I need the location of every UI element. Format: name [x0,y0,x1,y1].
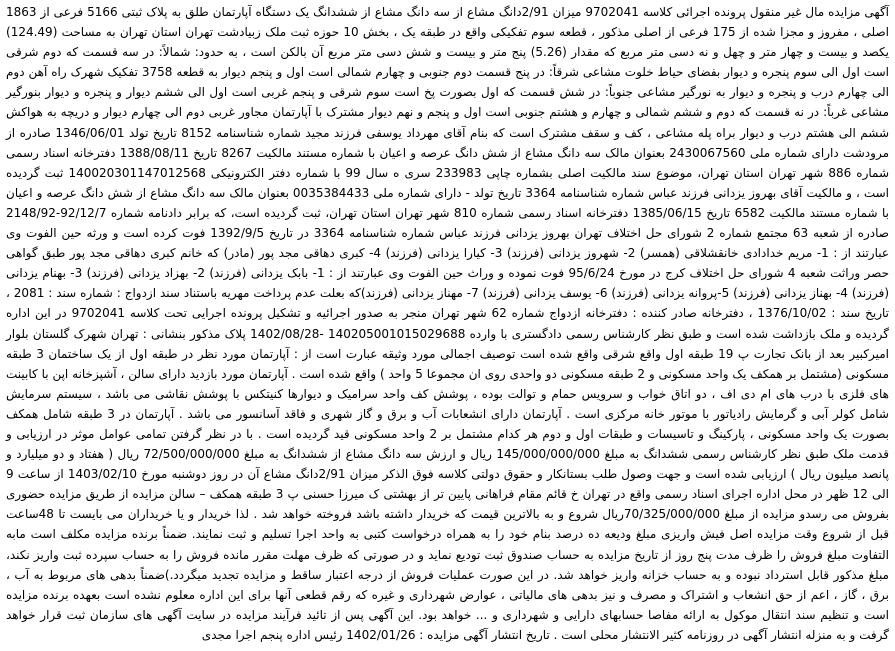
auction-notice-text: آگهی مزایده مال غیر منقول پرونده اجرائی کلاسه 9702041 میزان 2/91دانگ مشاع از سه دانگ مشاع از ششدانگ یک دستگاه آپارتمان طلق به پلاک ثبتی 5166 فرعی از 1863 اصلی ، مفروز و مجزا شده از 175 فرعی از اصلی مذکور ، قطعه سوم تفکیکی واقع در طبقه یک ، بخش 10 حوزه ثبت ملک زبیادشت تهران استان تهران به مساحت (124.49) یکصد و بیست و چهار متر و چهل و نه دسی متر مربع که مقدار (5.26) پنج متر و بیست و شش دسی متر مربع آن بالکن است ، به حدود: شمالاً: در سه قسمت که دوم شرقی است اول الی سوم پنجره و دیوار بفضای حیاط خلوت مشاعی شرقاً: در پنج قسمت دوم جنوبی و چهارم شمالی است اول و پنجم دیوار به قطعه 3758 تفکیک شهرک راه آهن دوم الی چهارم درب و پنجره و دیوار به نورگیر مشاعی جنوباً: در شش قسمت که اول بصورت پخ است سوم شرقی و پنجم غربی است اول الی ششم دیوار و پنجره و دیوار بنورگیر مشاعی غرباً: در نه قسمت که دوم و ششم شمالی و چهارم و هشتم جنوبی است اول و پنجم و نهم دیوار مشترک با آپارتمان مجاور غربی دوم الی چهارم دیوار و دریچه به هواکش ششم الی هشتم درب و دیوار براه پله مشاعی ، کف و سقف مشترک است که بنام آقای مهرداد یوسفی فرزند مجید شماره شناسنامه 8152 تاریخ تولد 1346/06/01 صادره از مرودشت دارای شماره ملی 2430067560 بعنوان مالک سه دانگ مشاع از شش دانگ عرصه و اعیان با شماره مستند مالکیت 8267 تاریخ 1388/08/11 دفترخانه اسناد رسمی شماره 886 شهر تهران استان تهران، موضوع سند مالکیت اصلی بشماره چاپی 233983 سری ه سال 99 با شماره دفتر الکترونیکی 140020301147012568 ثبت گردیده است ، و مالکیت آقای بهروز یزدانی فرزند عباس شماره شناسنامه 3364 تاریخ تولد - دارای شماره ملی 0035384433 بعنوان مالک سه دانگ مشاع از شش دانگ عرصه و اعیان با شماره مستند مالکیت 6582 تاریخ 1385/06/15 دفترخانه اسناد رسمی شماره 810 شهر تهران استان تهران، ثبت گردیده است، که برابر دادنامه شماره 92/12/7-2148/92 صادره از شعبه 63 مجتمع شماره 2 شورای حل اختلاف تهران بهروز یزدانی فرزند عباس شماره شناسنامه 3364 در تاریخ 1392/9/5 فوت کرده است و ورثه حین الفوت وی عبارتند از : 1- مریم خدادادی خانقشلاقی (همسر) 2- شهروز یزدانی (فرزند) 3- کیارا یزدانی (فرزند) 4- کبری دهاقی مجد پور (مادر) که خانم کبری دهاقی مجد پور طبق گواهی حصر وراثت شعبه 4 شورای حل اختلاف کرج در مورخ 95/6/24 فوت نموده و وراث حین الفوت وی عبارتند از : 1- بابک یزدانی (فرزند) 2- بهزاد یزدانی (فرزند) 3- بهنام یزدانی (فرزند) 4- بهناز یزدانی (فرزند) 5-پروانه یزدانی (فرزند) 6- یوسف یزدانی (فرزند) 7- مهناز یزدانی (فرزند)که بعلت عدم پرداخت مهریه باستناد سند ازدواج : شماره سند : 2081 ، تاریخ سند : 1376/10/02 ، دفترخانه صادر کننده : دفترخانه ازدواج شماره 62 شهر تهران منجر به صدور اجرائیه و تشکیل پرونده اجرایی تحت کلاسه 9702041 در این اداره گردیده و ملک بازداشت شده است و طبق نظر کارشناس رسمی دادگستری با وارده 140205001015029688 -1402/08/28 پلاک مذکور بنشانی : تهران شهرک گلستان بلوار امیرکبیر بعد از بانک تجارت پ 19 طبقه اول واقع شرقی واقع شده است توصیف اجمالی مورد وثیقه عبارت است از : آپارتمان مورد نظر در طبقه اول از یک ساختمان 3 طبقه مسکونی (مشتمل بر همکف یک واحد مسکونی و 2 طبقه مسکونی دو واحدی روی ان مجموعا 5 واحد ) واقع شده است . آپارتمان مورد بازدید دارای سالن ، آشپزخانه اپن با کابینت های فلزی با درب های ام دی اف ، دو اتاق خواب و سرویس حمام و توالت بوده ، پوشش کف واحد سرامیک و دیوارها کنیتکس با پوشش نقاشی می باشد ، سیستم سرمایش شامل کولر آبی و گرمایش رادیاتور با موتور خانه مرکزی است . آپارتمان دارای انشعابات آب و برق و گاز شهری و فاقد آسانسور می باشد . آپارتمان در 3 طبقه شامل همکف بصورت یک واحد مسکونی ، پارکینگ و تاسیسات و طبقات اول و دوم هر کدام مشتمل بر 2 واحد مسکونی قید گردیده است . با در نظر گرفتن تمامی عوامل موثر در ارزیابی و قدمت ملک طبق نظر کارشناس رسمی ششدانگ به مبلغ 145/000/000/000 ریال و ارزش سه دانگ مشاع از ششدانگ به مبلغ 72/500/000/000 ریال ( هفتاد و دو میلیارد و پانصد میلیون ریال ) ارزیابی شده است و جهت وصول طلب بستانکار و حقوق دولتی کلاسه فوق الذکر میزان 2/91دانگ مشاع آن در روز دوشنبه مورخ 1403/02/10 از ساعت 9 الی 12 ظهر در محل اداره اجرای اسناد رسمی واقع در تهران خ قائم مقام فراهانی پایین تر از بهشتی ک میرزا حسنی پ 3 طبقه همکف – سالن مزایده از طریق مزایده حضوری بفروش می رسدو مزایده از مبلغ 70/325/000/000ریال شروع و به بالاترین قیمت که خریدار داشته باشد فروخته خواهد شد . لذا خریدار و یا خریداران می بایست تا 48ساعت قبل از شروع وقت مزایده اصل فیش واریزی مبلغ ودیعه ده درصد بنام خود را به همراه درخواست کتبی به واحد اجرا تسلیم و ثبت نمایند. ضمناً برنده مزایده مکلف است مابه التفاوت مبلغ فروش را ظرف مدت پنج روز از تاریخ مزایده به حساب صندوق ثبت تودیع نماید و در صورتی که ظرف مهلت مقرر مانده فروش را به حساب سپرده ثبت واریز نکند، مبلغ مذکور قابل استرداد نبوده و به حساب خزانه واریز خواهد شد. در این صورت عملیات فروش از درجه اعتبار ساقط و مزایده تجدید میگردد.)ضمناً بدهی های مربوط به آب ، برق ، گاز ، اعم از حق انشعاب و اشتراک و مصرف و نیز بدهی های مالیاتی ، عوارض شهرداری و غیره که رقم قطعی آنها برای این اداره معلوم نشده است بعهده برنده مزایده است و تنظیم سند انتقال موکول به ارائه مفاصا حسابهای دارایی و شهرداری و ... خواهد بود. این آگهی پس از تائید فرآیند مزایده در سایت آگهی های سازمان ثبت قرار خواهد گرفت و به منزله انتشار آگهی در روزنامه کثیر الانتشار محلی است . تاریخ انتشار آگهی مزایده : 1402/01/26 رئیس اداره پنجم اجرا مجدی [6,5,890,642]
auction-notice-body [6,2,889,645]
